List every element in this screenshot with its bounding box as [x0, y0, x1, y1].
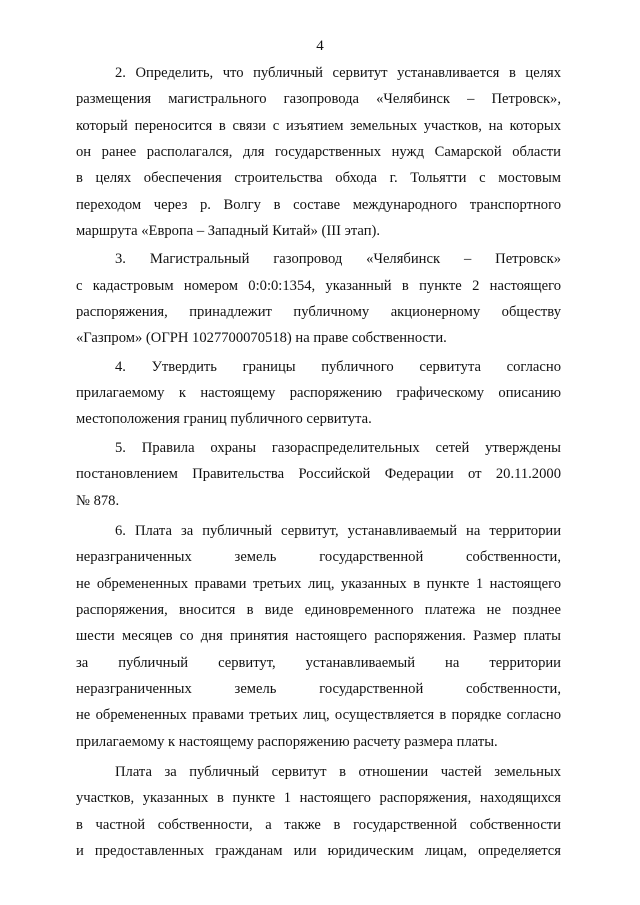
text-line: шести месяцев со дня принятия настоящего распоряжения. Размер платы [76, 628, 561, 645]
text-line: распоряжения, вносится в виде единовременного платежа не позднее [76, 601, 561, 618]
text-line: неразграниченных земель государственной собственности, [76, 549, 561, 566]
text-line: маршрута «Европа – Западный Китай» (III этап). [76, 223, 381, 240]
text-line: 5. Правила охраны газораспределительных сетей утверждены [115, 439, 561, 456]
document-body [76, 60, 561, 864]
text-line: в целях обеспечения строительства обхода г. Тольятти с мостовым [76, 170, 561, 187]
text-line: Плата за публичный сервитут в отношении частей земельных [115, 763, 561, 780]
text-line: с кадастровым номером 0:0:0:1354, указанный в пункте 2 настоящего [76, 277, 561, 294]
text-line: за публичный сервитут, устанавливаемый на территории [76, 654, 561, 671]
text-line: который переносится в связи с изъятием земельных участков, на которых [76, 117, 561, 134]
text-line: он ранее располагался, для государственных нужд Самарской области [76, 144, 561, 161]
text-line: постановлением Правительства Российской Федерации от 20.11.2000 [76, 466, 561, 483]
text-line: «Газпром» (ОГРН 1027700070518) на праве собственности. [76, 330, 447, 347]
text-line: не обремененных правами третьих лиц, указанных в пункте 1 настоящего [76, 575, 561, 592]
text-line: 4. Утвердить границы публичного сервитута согласно [115, 358, 561, 375]
text-line: прилагаемому к настоящему распоряжению расчету размера платы. [76, 733, 498, 750]
text-line: прилагаемому к настоящему распоряжению графическому описанию [76, 385, 561, 402]
text-line: участков, указанных в пункте 1 настоящего распоряжения, находящихся [76, 790, 561, 807]
text-line: и предоставленных гражданам или юридическим лицам, определяется [76, 842, 561, 859]
text-line: 2. Определить, что публичный сервитут устанавливается в целях [115, 65, 561, 81]
text-line: размещения магистрального газопровода «Челябинск – Петровск», [76, 91, 561, 108]
text-line: не обремененных правами третьих лиц, осуществляется в порядке согласно [76, 707, 561, 724]
text-line: местоположения границ публичного сервитута. [76, 411, 372, 428]
text-line: неразграниченных земель государственной собственности, [76, 680, 561, 697]
text-line: 6. Плата за публичный сервитут, устанавливаемый на территории [115, 522, 561, 539]
text-line: переходом через р. Волгу в составе международного транспортного [76, 196, 561, 213]
page-number: 4 [316, 38, 324, 54]
text-line: 3. Магистральный газопровод «Челябинск – Петровск» [115, 251, 561, 268]
text-line: распоряжения, принадлежит публичному акционерному обществу [76, 304, 561, 321]
text-line: № 878. [76, 492, 120, 509]
text-line: в частной собственности, а также в государственной собственности [76, 816, 561, 833]
